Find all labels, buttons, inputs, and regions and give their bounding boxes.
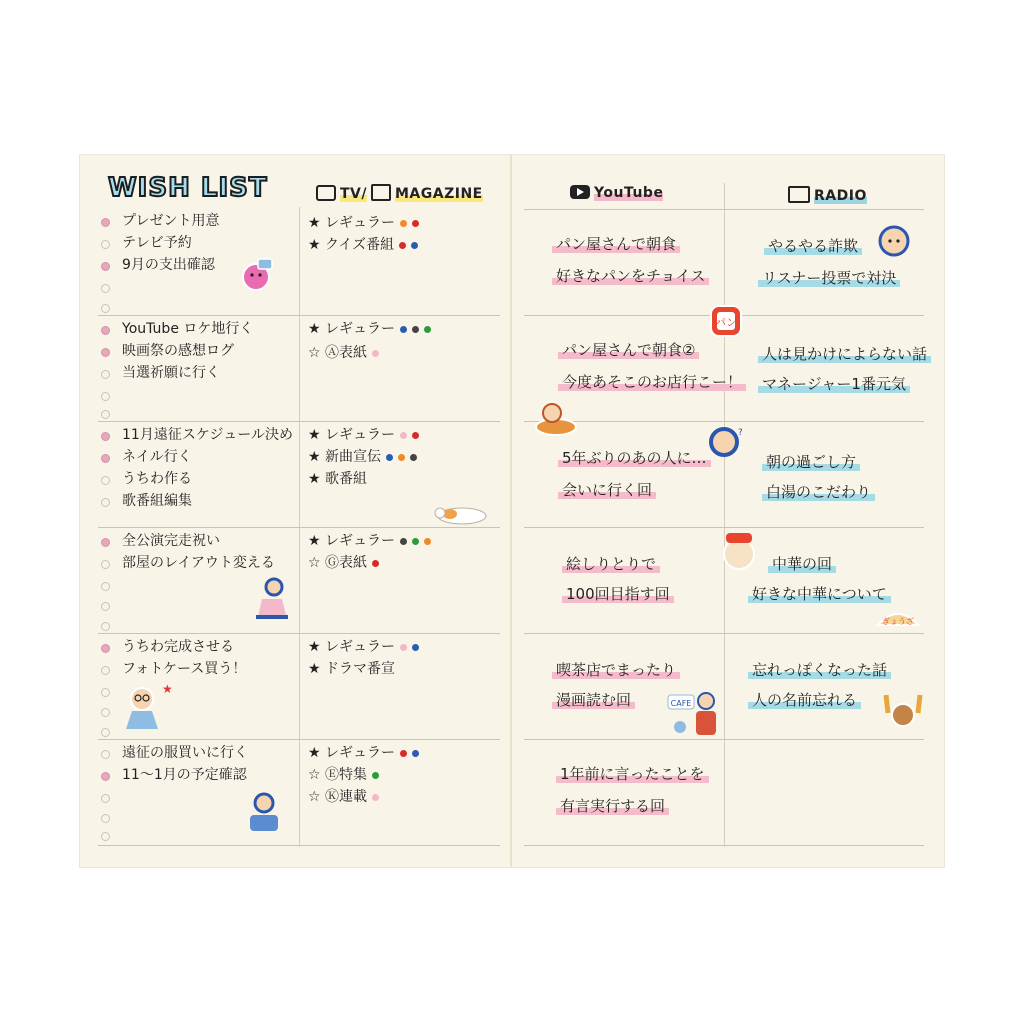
gyoza-sticker — [874, 607, 922, 633]
radio-entry-line: マネージャー1番元気 — [758, 373, 910, 394]
sitting-person-sticker — [248, 575, 294, 625]
youtube-entry-line: 絵しりとりで — [562, 553, 660, 574]
bullet-dot — [101, 772, 110, 781]
tv-item: ☆ Ⓐ表紙 — [308, 343, 379, 364]
tv-magazine-header: TV/ MAGAZINE — [316, 185, 483, 202]
color-dot — [372, 772, 379, 779]
svg-text:CAFE: CAFE — [670, 699, 692, 708]
wish-item: フォトケース買う！ — [104, 659, 246, 680]
radio-entry-line: 朝の過ごし方 — [762, 451, 860, 472]
youtube-entry-line: 好きなパンをチョイス — [552, 265, 709, 286]
tv-item: ★ レギュラー — [308, 319, 431, 340]
cafe-sticker — [666, 687, 722, 739]
bullet-dot — [101, 560, 110, 569]
radio-entry-line: 白湯のこだわり — [762, 481, 875, 502]
right-page — [512, 155, 944, 867]
youtube-entry-line: 1年前に言ったことを — [556, 763, 709, 784]
wish-item: テレビ予約 — [104, 233, 192, 254]
wish-list-title: WISH LIST — [108, 173, 268, 203]
bullet-dot — [101, 498, 110, 507]
color-dot — [412, 220, 419, 227]
croissant-sticker — [532, 399, 578, 439]
pink-character-sticker — [238, 255, 276, 291]
color-dot — [372, 794, 379, 801]
color-dot — [424, 326, 431, 333]
arms-up-character-sticker — [882, 691, 924, 731]
bullet-dot — [101, 728, 110, 737]
tv-item: ★ レギュラー — [308, 531, 431, 552]
wish-item: プレゼント用意 — [104, 211, 219, 232]
svg-text:パン: パン — [715, 316, 737, 329]
tv-item: ★ レギュラー — [308, 213, 419, 234]
color-dot — [424, 538, 431, 545]
bullet-dot — [101, 622, 110, 631]
tv-item: ★ レギュラー — [308, 425, 419, 446]
wish-item: ネイル行く — [104, 447, 192, 468]
color-dot — [399, 242, 406, 249]
face-sticker — [876, 223, 916, 259]
svg-text:ぎょうざ: ぎょうざ — [882, 617, 914, 626]
bullet-dot — [101, 538, 110, 547]
bullet-dot — [101, 750, 110, 759]
radio-icon — [788, 186, 810, 203]
wish-item: 部屋のレイアウト変える — [104, 553, 275, 574]
bullet-dot — [101, 666, 110, 675]
color-dot — [400, 432, 407, 439]
bullet-dot — [101, 348, 110, 357]
bullet-dot — [101, 432, 110, 441]
tv-item: ★ レギュラー — [308, 637, 419, 658]
color-dot — [398, 454, 405, 461]
youtube-entry-line: 5年ぶりのあの人に… — [558, 447, 711, 468]
color-dot — [410, 454, 417, 461]
header-underline — [524, 209, 924, 210]
youtube-entry-line: 漫画読む回 — [552, 689, 635, 710]
dumpling-character-sticker — [716, 527, 762, 573]
radio-entry-line: やるやる詐欺 — [764, 235, 862, 256]
tv-item: ★ 新曲宣伝 — [308, 447, 417, 468]
radio-entry-line: 忘れっぽくなった話 — [748, 659, 891, 680]
youtube-header: YouTube — [570, 185, 663, 201]
youtube-entry-line: パン屋さんで朝食 — [552, 233, 680, 254]
bullet-dot — [101, 240, 110, 249]
wish-item: YouTube ロケ地行く — [104, 319, 253, 340]
youtube-icon — [570, 185, 590, 199]
radio-entry-line: 好きな中華について — [748, 583, 891, 604]
color-dot — [400, 220, 407, 227]
wish-item: 11月遠征スケジュール決め — [104, 425, 293, 446]
section-divider — [98, 421, 500, 422]
wish-item: 全公演完走祝い — [104, 531, 220, 552]
tv-item: ★ ドラマ番宣 — [308, 661, 396, 677]
color-dot — [400, 644, 407, 651]
color-dot — [412, 644, 419, 651]
bullet-dot — [101, 688, 110, 697]
color-dot — [412, 750, 419, 757]
bullet-dot — [101, 476, 110, 485]
tv-item: ☆ Ⓚ連載 — [308, 787, 379, 808]
bullet-dot — [101, 284, 110, 293]
wish-item: 歌番組編集 — [104, 491, 192, 512]
section-divider — [524, 845, 924, 846]
youtube-entry-line: 今度あそこのお店行こー！ — [558, 371, 746, 392]
tv-item: ★ クイズ番組 — [308, 235, 418, 256]
color-dot — [412, 538, 419, 545]
bullet-dot — [101, 832, 110, 841]
youtube-entry-line: 100回目指す回 — [562, 583, 674, 604]
bullet-dot — [101, 454, 110, 463]
woman-face-sticker — [708, 425, 744, 459]
bullet-dot — [101, 370, 110, 379]
section-divider — [98, 739, 500, 740]
section-divider — [98, 315, 500, 316]
cat-sticker — [432, 501, 490, 527]
bullet-dot — [101, 602, 110, 611]
youtube-entry-line: 喫茶店でまったり — [552, 659, 680, 680]
tv-item: ☆ Ⓖ表紙 — [308, 553, 379, 574]
color-dot — [372, 350, 379, 357]
radio-entry-line: 中華の回 — [768, 553, 836, 574]
radio-entry-line: リスナー投票で対決 — [758, 267, 900, 288]
tv-icon — [316, 185, 336, 201]
radio-entry-line: 人の名前忘れる — [748, 689, 861, 710]
bullet-dot — [101, 410, 110, 419]
magazine-label: MAGAZINE — [395, 185, 483, 202]
color-dot — [400, 326, 407, 333]
studying-person-sticker — [244, 791, 282, 835]
bullet-dot — [101, 326, 110, 335]
youtube-entry-line: 会いに行く回 — [558, 479, 656, 500]
tv-item: ★ レギュラー — [308, 743, 419, 764]
wish-item: うちわ完成させる — [104, 637, 234, 658]
color-dot — [386, 454, 393, 461]
section-divider — [524, 633, 924, 634]
bullet-dot — [101, 794, 110, 803]
color-dot — [412, 326, 419, 333]
wish-item: 遠征の服買いに行く — [104, 743, 248, 764]
wish-item: 9月の支出確認 — [104, 255, 215, 276]
section-divider — [98, 527, 500, 528]
bread-sticker — [708, 303, 744, 339]
section-divider — [98, 845, 500, 846]
bullet-dot — [101, 304, 110, 313]
color-dot — [372, 560, 379, 567]
bullet-dot — [101, 644, 110, 653]
notebook-spread — [80, 155, 944, 867]
bullet-dot — [101, 392, 110, 401]
tv-item: ☆ Ⓔ特集 — [308, 765, 379, 786]
color-dot — [411, 242, 418, 249]
wish-item: 映画祭の感想ログ — [104, 341, 234, 362]
bullet-dot — [101, 814, 110, 823]
svg-text:?: ? — [738, 428, 743, 438]
svg-text:★: ★ — [162, 682, 173, 696]
youtube-entry-line: パン屋さんで朝食② — [558, 339, 699, 360]
section-divider — [98, 633, 500, 634]
bullet-dot — [101, 708, 110, 717]
left-page — [80, 155, 510, 867]
section-divider — [524, 739, 924, 740]
column-divider — [724, 183, 725, 847]
wish-item: うちわ作る — [104, 469, 192, 490]
radio-entry-line: 人は見かけによらない話 — [758, 343, 931, 364]
elderly-person-sticker — [116, 681, 174, 731]
youtube-entry-line: 有言実行する回 — [556, 795, 669, 816]
color-dot — [400, 538, 407, 545]
wish-item: 11〜1月の予定確認 — [104, 765, 247, 786]
magazine-icon — [371, 184, 391, 201]
bullet-dot — [101, 262, 110, 271]
bullet-dot — [101, 218, 110, 227]
section-divider — [524, 421, 924, 422]
radio-header: RADIO — [788, 187, 867, 204]
wish-item: 当選祈願に行く — [104, 363, 220, 384]
color-dot — [412, 432, 419, 439]
bullet-dot — [101, 582, 110, 591]
tv-item: ★ 歌番組 — [308, 471, 368, 487]
color-dot — [400, 750, 407, 757]
